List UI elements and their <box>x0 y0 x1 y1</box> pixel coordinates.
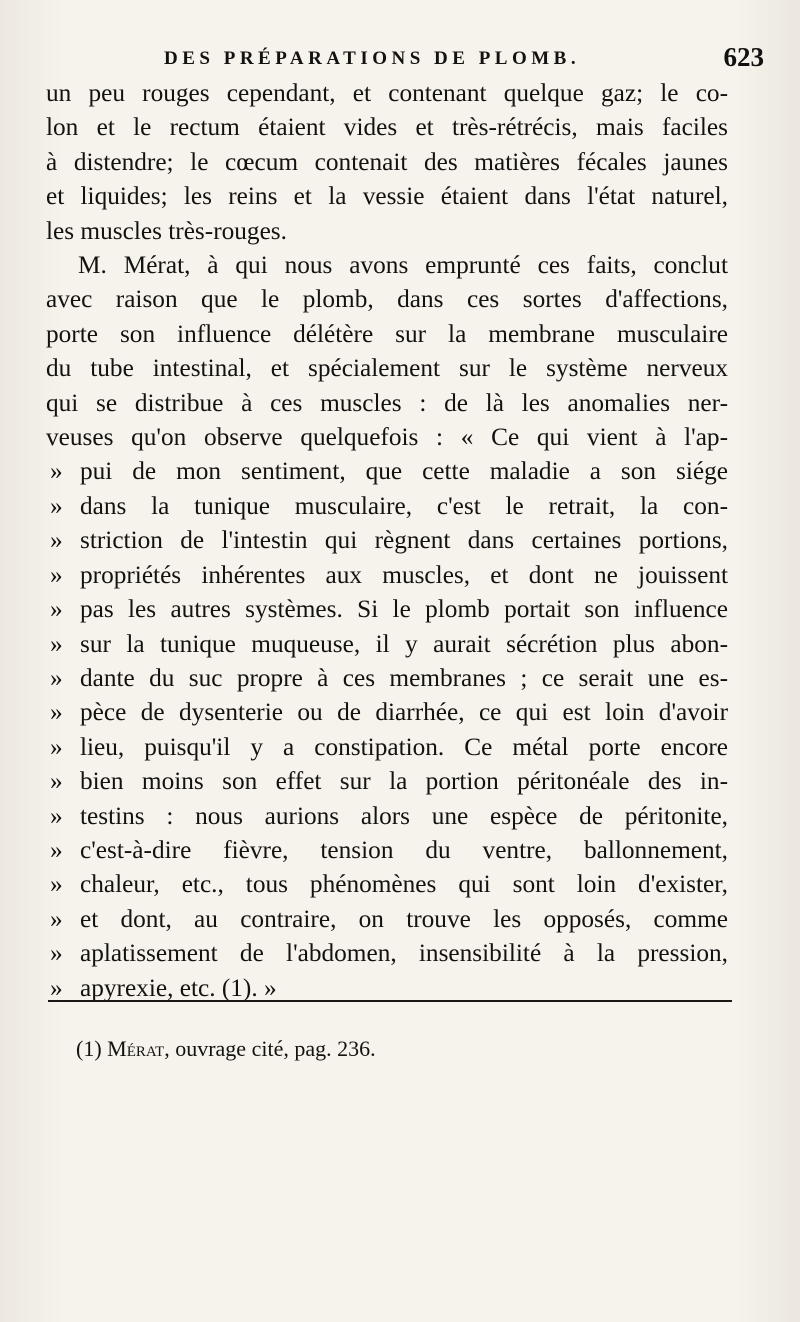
quote-text: striction de l'intestin qui règnent dans certaines portions, <box>80 526 728 555</box>
quote-line <box>46 833 728 867</box>
paragraph-continuation <box>46 76 728 248</box>
quote-mark: » <box>50 732 63 761</box>
text-line: du tube intestinal, et spécialement sur le système nerveux <box>46 354 728 383</box>
text-line: à distendre; le cœcum contenait des matières fécales jaunes <box>46 147 728 176</box>
text-line: M. Mérat, à qui nous avons emprunté ces faits, conclut <box>78 251 728 280</box>
text-line: lon et le rectum étaient vides et très-rétrécis, mais faciles <box>46 113 728 142</box>
text-line: avec raison que le plomb, dans ces sortes d'affections, <box>46 285 728 314</box>
quote-mark: » <box>50 595 63 624</box>
quote-text: pèce de dysenterie ou de diarrhée, ce qui est loin d'avoir <box>80 698 728 727</box>
quote-mark: » <box>50 457 63 486</box>
quote-line <box>46 627 728 661</box>
text-line: veuses qu'on observe quelquefois : « Ce qui vient à l'ap- <box>46 423 728 452</box>
quote-line <box>46 902 728 936</box>
quotation <box>46 454 728 1005</box>
quote-mark: » <box>50 973 63 1002</box>
footnote-text: , ouvrage cité, pag. 236. <box>164 1036 376 1061</box>
quote-mark: » <box>50 801 63 830</box>
footnote <box>76 1036 376 1062</box>
quote-mark: » <box>50 629 63 658</box>
quote-text: pas les autres systèmes. Si le plomb portait son influence <box>80 595 728 624</box>
quote-text: et dont, au contraire, on trouve les opposés, comme <box>80 904 728 933</box>
quote-line <box>46 592 728 626</box>
quote-text: propriétés inhérentes aux muscles, et dont ne jouissent <box>80 560 728 589</box>
quote-text: aplatissement de l'abdomen, insensibilité à la pression, <box>80 939 728 968</box>
quote-mark: » <box>50 835 63 864</box>
quote-text: apyrexie, etc. (1). » <box>80 973 277 1002</box>
quote-mark: » <box>50 663 63 692</box>
page-number: 623 <box>723 42 764 72</box>
text-line: et liquides; les reins et la vessie étaient dans l'état naturel, <box>46 182 728 211</box>
quote-mark: » <box>50 767 63 796</box>
text-line: qui se distribue à ces muscles : de là les anomalies ner- <box>46 388 728 417</box>
quote-line <box>46 764 728 798</box>
quote-text: sur la tunique muqueuse, il y aurait sécrétion plus abon- <box>80 629 728 658</box>
quote-mark: » <box>50 526 63 555</box>
quote-mark: » <box>50 698 63 727</box>
quote-mark: » <box>50 560 63 589</box>
quote-text: testins : nous aurions alors une espèce de péritonite, <box>80 801 728 830</box>
quote-line <box>46 730 728 764</box>
quote-text: bien moins son effet sur la portion péritonéale des in- <box>80 767 728 796</box>
quote-line <box>46 489 728 523</box>
running-head: DES PRÉPARATIONS DE PLOMB. <box>164 48 581 69</box>
quote-text: chaleur, etc., tous phénomènes qui sont loin d'exister, <box>80 870 728 899</box>
quote-line <box>46 799 728 833</box>
text-line: les muscles très-rouges. <box>46 216 287 245</box>
quote-line <box>46 523 728 557</box>
footnote-rule <box>48 1000 732 1002</box>
quote-text: lieu, puisqu'il y a constipation. Ce métal porte encore <box>80 732 728 761</box>
body-text <box>46 76 728 1005</box>
quote-line <box>46 558 728 592</box>
quote-line <box>46 454 728 488</box>
footnote-marker: (1) <box>76 1036 102 1061</box>
paragraph-merat <box>46 248 728 454</box>
quote-text: c'est-à-dire fièvre, tension du ventre, ballonnement, <box>80 835 728 864</box>
quote-mark: » <box>50 939 63 968</box>
text-line: porte son influence délétère sur la membrane musculaire <box>46 319 728 348</box>
quote-mark: » <box>50 904 63 933</box>
quote-mark: » <box>50 870 63 899</box>
quote-mark: » <box>50 491 63 520</box>
quote-line <box>46 867 728 901</box>
footnote-author: Mérat <box>107 1036 165 1061</box>
quote-text: dans la tunique musculaire, c'est le retrait, la con- <box>80 491 728 520</box>
text-line: un peu rouges cependant, et contenant quelque gaz; le co- <box>46 79 728 107</box>
quote-line <box>46 695 728 729</box>
quote-line <box>46 936 728 970</box>
quote-text: pui de mon sentiment, que cette maladie a son siége <box>80 457 728 486</box>
quote-line <box>46 661 728 695</box>
quote-text: dante du suc propre à ces membranes ; ce serait une es- <box>80 663 728 692</box>
